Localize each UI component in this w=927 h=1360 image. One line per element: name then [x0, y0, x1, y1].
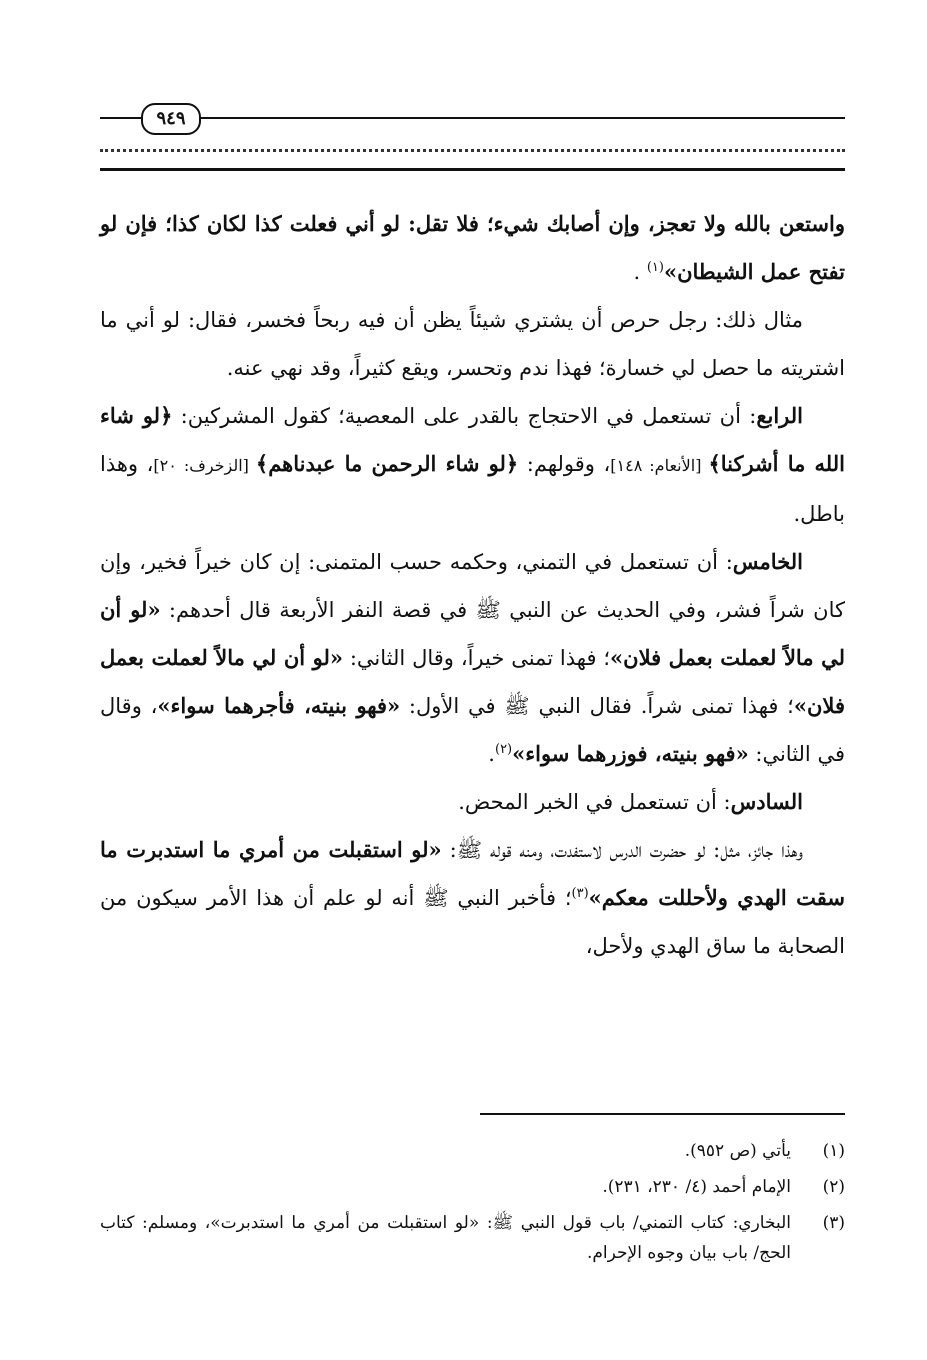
text-segment: ، وقولهم: [518, 452, 611, 476]
text-segment: : أن تستعمل في التمني، وحكمه حسب المتمنى: إن كان خيراً فخير، وإن كان شراً فشر، وفي الحديث عن النبي ﷺ في قصة النفر الأربعة قال أحدهم: [100, 550, 845, 622]
text-segment: واستعن بالله ولا تعجز، وإن أصابك شيء؛ فلا تقل: لو أني فعلت كذا لكان كذا؛ فإن لو تفتح عمل الشيطان» [100, 211, 845, 284]
text-segment: «لو أن لي مالاً لعملت بعمل فلان» [100, 597, 845, 670]
footnote-text: الإمام أحمد (٤/ ٢٣٠، ٢٣١). [602, 1177, 791, 1197]
footnote-marker: (٣) [571, 886, 589, 901]
text-segment: الرابع [756, 403, 804, 428]
footnote-marker: (١) [646, 260, 664, 275]
text-segment: «فهو بنيته، فأجرهما سواء» [157, 693, 401, 718]
footnote-number: (٣) [822, 1213, 845, 1233]
footnote-separator [480, 1113, 845, 1115]
text-segment: ؛ فأخبر النبي ﷺ أنه لو علم أن هذا الأمر سيكون من الصحابة ما ساق الهدي ولأحل، [100, 886, 845, 958]
header-dotted-rule [100, 149, 845, 152]
header-bottom-rule [100, 168, 845, 171]
text-segment: : أن تستعمل في الخبر المحض. [458, 790, 731, 814]
paragraph-p5 [100, 778, 845, 826]
text-segment: ﴿لو شاء الله ما أشركنا﴾ [100, 403, 845, 476]
text-segment: مثال ذلك: رجل حرص أن يشتري شيئاً يظن أن فيه ربحاً فخسر، فقال: لو أني ما اشتريته ما حصل لي خسارة؛ فهذا ندم وتحسر، ويقع كثيراً، وقد نهي عنه. [100, 308, 845, 380]
text-segment: ؛ فهذا تمنى شراً. فقال النبي ﷺ في الأول: [400, 694, 794, 718]
paragraph-p6 [100, 826, 845, 970]
paragraph-p4 [100, 538, 845, 778]
quran-reference: [الأنعام: ١٤٨] [610, 456, 709, 475]
footnote-text: يأتي (ص ٩٥٢). [684, 1141, 791, 1161]
text-segment: . [488, 742, 495, 766]
main-text [100, 200, 845, 970]
footnote-number: (١) [822, 1141, 845, 1161]
footnote-text: البخاري: كتاب التمني/ باب قول النبي ﷺ: «لو استقبلت من أمري ما استدبرت»، ومسلم: كتاب الحج/ باب بيان وجوه الإحرام. [100, 1213, 791, 1263]
text-segment: . [633, 260, 647, 284]
header-top-rule [100, 117, 845, 119]
text-segment: ، وهذا باطل. [100, 452, 845, 526]
page-number: ٩٤٩ [141, 103, 201, 135]
footnote-item [100, 1208, 845, 1268]
text-segment: «لو استقبلت من أمري ما استدبرت ما سقت الهدي ولأحللت معكم» [100, 837, 845, 910]
paragraph-p1 [100, 200, 845, 296]
paragraph-p3 [100, 392, 845, 538]
text-segment: وهذا جائز، مثل: لو حضرت الدرس لاستفدت، ومنه قوله ﷺ: [441, 838, 804, 862]
footnote-number: (٢) [822, 1177, 845, 1197]
footnote-item [100, 1136, 845, 1166]
text-segment: ؛ فهذا تمنى خيراً، وقال الثاني: [342, 646, 611, 670]
quran-reference: [الزخرف: ٢٠] [153, 456, 256, 475]
footnote-marker: (٢) [494, 742, 513, 757]
text-segment: ﴿لو شاء الرحمن ما عبدناهم﴾ [255, 451, 519, 476]
text-segment: «لو أن لي مالاً لعملت بعمل فلان» [100, 645, 845, 718]
paragraph-p2 [100, 296, 845, 392]
footnotes [100, 1136, 845, 1274]
footnote-item [100, 1172, 845, 1202]
text-segment: ، وقال في الثاني: [100, 694, 845, 766]
text-segment: «فهو بنيته، فوزرهما سواء» [512, 741, 749, 766]
text-segment: : أن تستعمل في الاحتجاج بالقدر على المعصية؛ كقول المشركين: [172, 404, 757, 428]
text-segment: السادس [730, 789, 803, 814]
text-segment: الخامس [732, 549, 803, 574]
